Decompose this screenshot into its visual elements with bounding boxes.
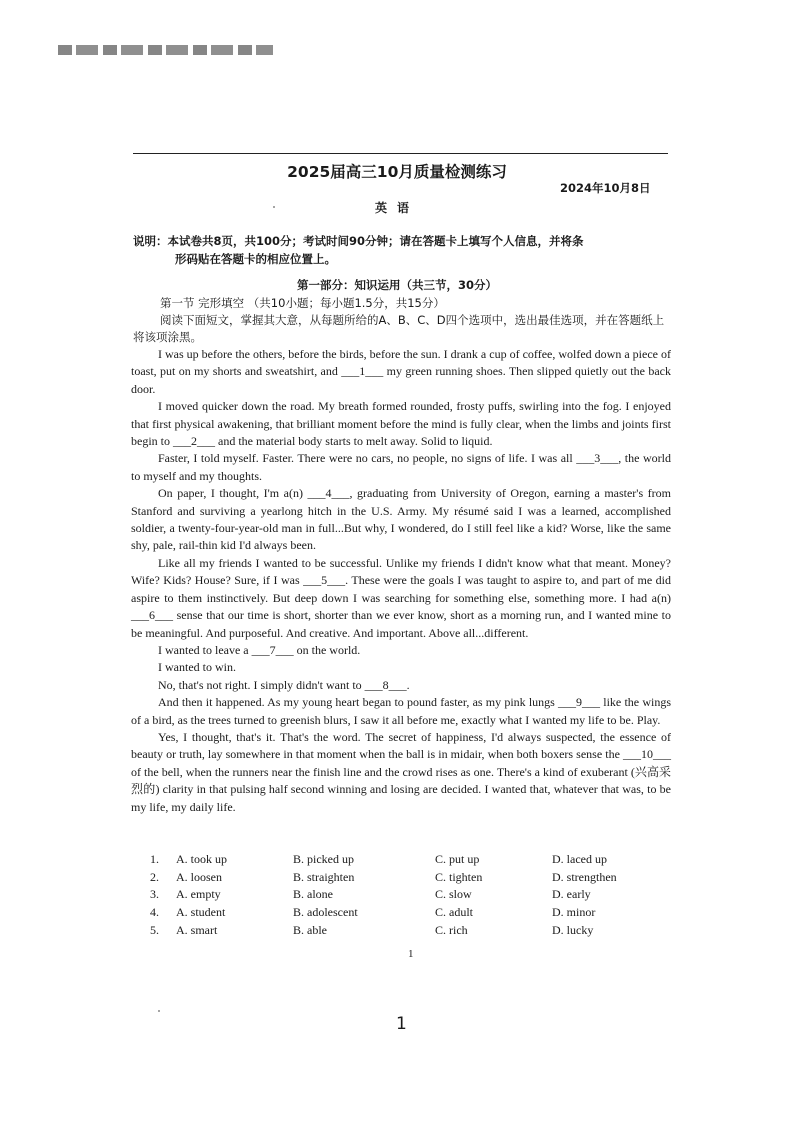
exam-title: 2025届高三10月质量检测练习 — [287, 163, 507, 181]
cloze-passage — [131, 346, 671, 816]
option-b: B. straighten — [293, 869, 355, 884]
section-instructions: 阅读下面短文，掌握其大意，从每题所给的A、B、C、D四个选项中，选出最佳选项，并在答题纸上将该项涂黑。 — [133, 313, 665, 344]
question-number: 3. — [150, 887, 159, 902]
option-a: A. student — [176, 905, 226, 920]
option-a: A. empty — [176, 887, 221, 902]
page-number-small: 1 — [408, 948, 414, 960]
option-d: D. lucky — [552, 922, 594, 937]
option-row-4 — [150, 904, 670, 922]
question-number: 2. — [150, 869, 159, 884]
option-a: A. smart — [176, 922, 218, 937]
answer-options — [150, 851, 670, 939]
note-line-2: 形码贴在答题卡的相应位置上。 — [175, 252, 336, 266]
option-d: D. early — [552, 887, 591, 902]
exam-date: 2024年10月8日 — [560, 181, 651, 195]
option-b: B. picked up — [293, 852, 354, 867]
section-title: 第一节 完形填空 （共10小题；每小题1.5分，共15分） — [160, 296, 445, 310]
option-d: D. minor — [552, 905, 596, 920]
passage-paragraph: On paper, I thought, I'm a(n) ___4___, graduating from University of Oregon, earning a master's from Stanford and surviving a yearlong hitch in the U.S. Army. My résumé said I was a learned, accomplished soldier, a twenty-four-year-old man in full...But why, I wondered, do I still feel like a kid? Worse, like the same shy, pale, rail-thin kid I'd always been. — [131, 486, 671, 553]
option-c: C. put up — [435, 852, 480, 867]
option-c: C. slow — [435, 887, 472, 902]
option-row-5 — [150, 921, 670, 939]
option-d: D. laced up — [552, 852, 607, 867]
question-number: 1. — [150, 852, 159, 867]
subject-title: 英语 — [374, 201, 419, 215]
passage-paragraph: Like all my friends I wanted to be successful. Unlike my friends I didn't know what that meant. Money? Wife? Kids? House? Sure, if I was ___5___. These were the goals I was taught to aspire to, and part of me did aspire to them instinctively. But deep down I was searching for something else, something more. I had a(n) ___6___ sense that our time is short, shorter than we ever know, short as a morning run, and I wanted mine to be meaningful. And purposeful. And creative. And important. Above all...different. — [131, 555, 671, 640]
option-row-2 — [150, 869, 670, 887]
passage-paragraph: And then it happened. As my young heart began to pound faster, as my pink lungs ___9___ like the wings of a bird, as the trees turned to greenish blurs, I saw it all before me, exactly what I wanted my life to be. Play. — [131, 695, 671, 727]
option-b: B. able — [293, 922, 327, 937]
scan-artifact — [58, 45, 273, 55]
passage-paragraph: I moved quicker down the road. My breath formed rounded, frosty puffs, swirling into the fog. I enjoyed that first physical awakening, that brilliant moment before the mind is fully clear, when the limbs and joints first begin to ___2___ and the material body starts to melt away. Solid to liquid. — [131, 399, 671, 449]
option-b: B. adolescent — [293, 905, 358, 920]
speck — [158, 1010, 160, 1012]
option-b: B. alone — [293, 887, 333, 902]
part-title: 第一部分：知识运用（共三节，30分） — [296, 278, 497, 292]
page-number-large: 1 — [396, 1014, 407, 1034]
note-line-1: 说明：本试卷共8页，共100分；考试时间90分钟；请在答题卡上填写个人信息，并将条 — [133, 234, 584, 248]
option-row-1 — [150, 851, 670, 869]
question-number: 5. — [150, 922, 159, 937]
exam-note — [133, 232, 673, 268]
passage-paragraph: I wanted to leave a ___7___ on the world. — [158, 642, 361, 657]
passage-paragraph: No, that's not right. I simply didn't want to ___8___. — [158, 677, 410, 692]
passage-paragraph: I was up before the others, before the birds, before the sun. I drank a cup of coffee, wolfed down a piece of toast, put on my shorts and sweatshirt, and ___1___ my green running shoes. Then slipped quietly out the back door. — [131, 347, 671, 396]
passage-paragraph: I wanted to win. — [158, 660, 236, 675]
option-a: A. loosen — [176, 869, 222, 884]
option-d: D. strengthen — [552, 869, 617, 884]
passage-paragraph: Faster, I told myself. Faster. There were no cars, no people, no signs of life. I was all ___3___, the world to myself and my thoughts. — [131, 451, 671, 483]
passage-paragraph: Yes, I thought, that's it. That's the word. The secret of happiness, I'd always suspected, the essence of beauty or truth, lay somewhere in that moment when the ball is in midair, when both boxers sense the ___10___ of the bell, when the runners near the finish line and the crowd rises as one. There's a kind of exuberant (兴高采烈的) clarity in that pulsing half second winning and losing are decided. I wanted that, whatever that was, to be my life, my daily life. — [131, 729, 671, 814]
question-number: 4. — [150, 905, 159, 920]
header-rule — [133, 153, 668, 154]
option-row-3 — [150, 886, 670, 904]
option-a: A. took up — [176, 852, 227, 867]
option-c: C. adult — [435, 905, 473, 920]
option-c: C. rich — [435, 922, 468, 937]
option-c: C. tighten — [435, 869, 483, 884]
